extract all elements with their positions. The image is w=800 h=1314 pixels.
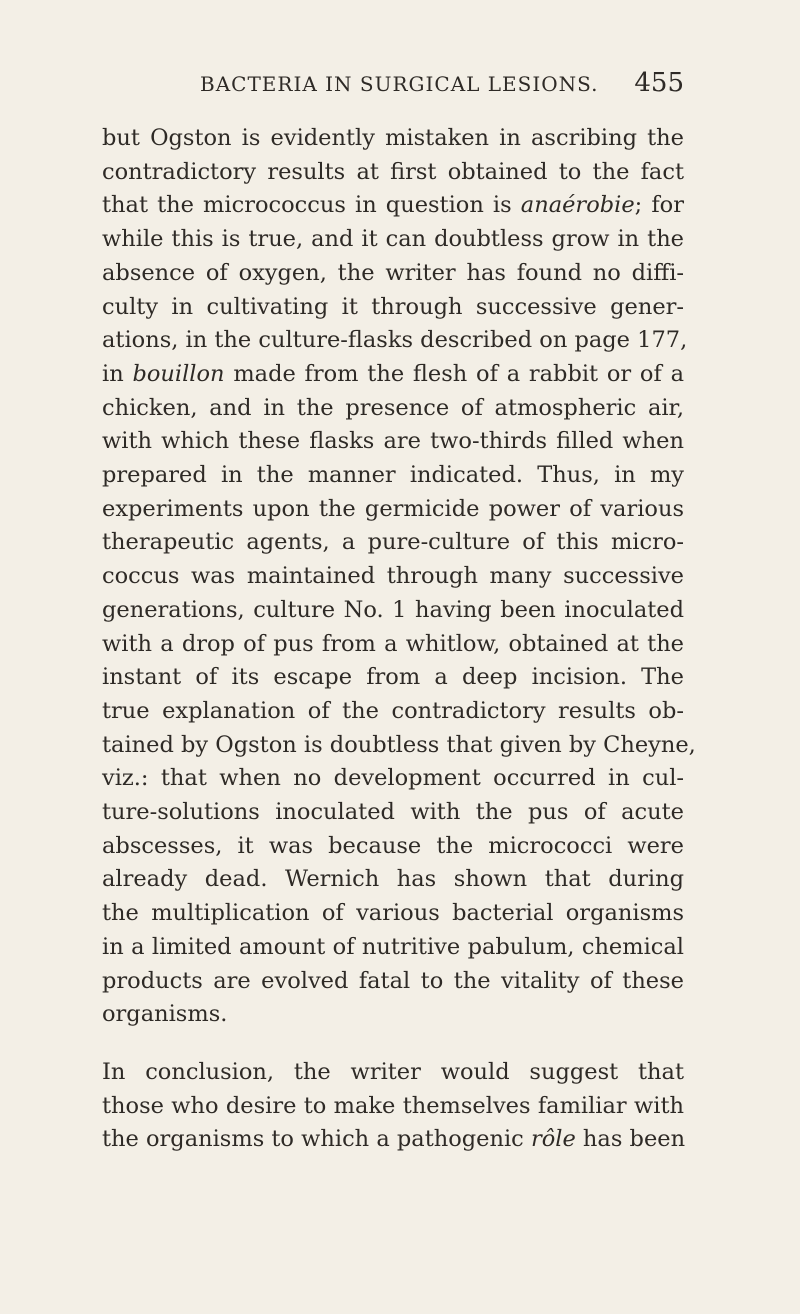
text-line: generations, culture No. 1 having been inoculated [102,596,684,623]
paragraph-1 [102,122,696,1032]
text-line: abscesses, it was because the micrococci were [102,832,684,859]
text-line: organisms. [102,1001,228,1028]
text-line: chicken, and in the presence of atmospheric air, [102,394,684,421]
text-line: experiments upon the germicide power of various [102,495,684,522]
text-line: viz.: that when no development occurred in cul- [102,765,684,792]
text-line: culty in cultivating it through successive gener- [102,293,684,320]
page-number: 455 [634,68,684,98]
text-line: the multiplication of various bacterial organisms [102,900,684,927]
text-line: absence of oxygen, the writer has found no diffi- [102,259,684,286]
text-line: in a limited amount of nutritive pabulum, chemical [102,933,684,960]
text-line: prepared in the manner indicated. Thus, in my [102,462,684,489]
text-line: but Ogston is evidently mistaken in ascribing the [102,125,684,151]
running-title: BACTERIA IN SURGICAL LESIONS. [200,72,599,96]
text-line: while this is true, and it can doubtless grow in the [102,226,684,253]
text-line: true explanation of the contradictory results ob- [102,697,684,724]
text-line: products are evolved fatal to the vitality of these [102,967,684,994]
text-line: the organisms to which a pathogenic rôle has been [102,1126,686,1153]
text-line: coccus was maintained through many successive [102,563,684,590]
text-line: those who desire to make themselves familiar with [102,1092,684,1119]
text-line: with which these flasks are two-thirds filled when [102,428,684,455]
text-line: therapeutic agents, a pure-culture of this micro- [102,529,684,556]
text-line: ture-solutions inoculated with the pus of acute [102,799,684,826]
text-line: tained by Ogston is doubtless that given by Cheyne, [102,731,696,758]
text-line: that the micrococcus in question is anaérobie; for [102,192,684,219]
text-line: in bouillon made from the flesh of a rabbit or of a [102,360,684,387]
text-line: already dead. Wernich has shown that during [102,866,684,893]
text-line: contradictory results at first obtained to the fact [102,158,684,185]
text-line: instant of its escape from a deep incision. The [102,664,684,691]
text-line: In conclusion, the writer would suggest that [102,1058,684,1085]
text-line: with a drop of pus from a whitlow, obtained at the [102,630,684,657]
text-line: ations, in the culture-flasks described on page 177, [102,327,688,354]
body-text [102,122,696,1157]
paragraph-2 [102,1056,684,1157]
